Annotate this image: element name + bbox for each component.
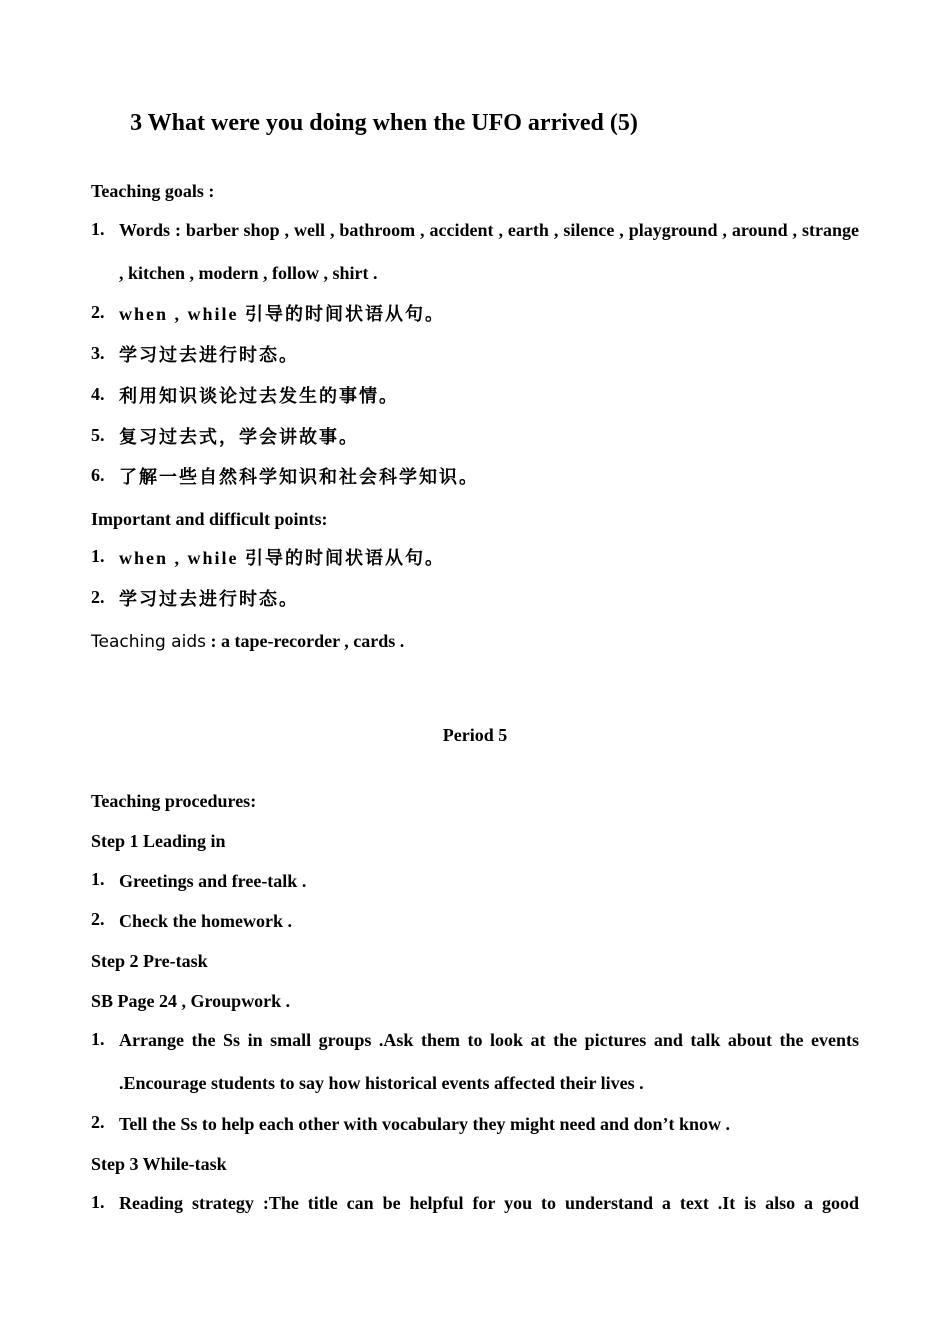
- list-text: 学习过去进行时态。: [119, 345, 299, 365]
- list-text: Arrange the Ss in small groups .Ask them to look at the pictures and talk about the events .Encourage students to say how historical events affected their lives .: [119, 1030, 859, 1093]
- list-text: Words : barber shop , well , bathroom , accident , earth , silence , playground , around , strange , kitchen , modern , follow , shirt .: [119, 220, 859, 283]
- list-number: 6.: [91, 465, 105, 485]
- list-number: 1.: [91, 1192, 105, 1212]
- teaching-aids-label: Teaching aids: [91, 632, 206, 652]
- list-number: 1.: [91, 546, 105, 566]
- step-heading: Step 1 Leading in: [91, 831, 226, 851]
- step-heading: Step 3 While-task: [91, 1154, 227, 1174]
- page-title: 3 What were you doing when the UFO arrived (5): [130, 110, 638, 136]
- list-number: 3.: [91, 343, 105, 363]
- list-number: 2.: [91, 909, 105, 929]
- list-text: Greetings and free-talk .: [119, 871, 307, 891]
- list-number: 4.: [91, 384, 105, 404]
- list-number: 5.: [91, 425, 105, 445]
- list-text: Check the homework .: [119, 911, 292, 931]
- list-number: 2.: [91, 587, 105, 607]
- teaching-goals-heading: Teaching goals :: [91, 181, 215, 201]
- list-text: 利用知识谈论过去发生的事情。: [119, 386, 399, 406]
- list-text: 学习过去进行时态。: [119, 589, 299, 609]
- list-number: 1.: [91, 1029, 105, 1049]
- list-text: 复习过去式，学会讲故事。: [119, 427, 359, 447]
- list-text: Reading strategy :The title can be helpful for you to understand a text .It is also a good: [119, 1193, 859, 1213]
- list-text: Tell the Ss to help each other with vocabulary they might need and don’t know .: [119, 1114, 731, 1134]
- list-text: 了解一些自然科学知识和社会科学知识。: [119, 467, 479, 487]
- list-text: when , while 引导的时间状语从句。: [119, 548, 446, 568]
- teaching-aids-text: : a tape-recorder , cards .: [205, 631, 405, 651]
- sb-page-line: SB Page 24 , Groupwork .: [91, 991, 291, 1011]
- list-number: 2.: [91, 302, 105, 322]
- step-heading: Step 2 Pre-task: [91, 951, 208, 971]
- difficult-points-heading: Important and difficult points:: [91, 509, 328, 529]
- list-number: 1.: [91, 219, 105, 239]
- list-number: 1.: [91, 869, 105, 889]
- period-heading: Period 5: [442, 725, 508, 745]
- list-text: when , while 引导的时间状语从句。: [119, 304, 446, 324]
- teaching-aids: [91, 629, 859, 654]
- teaching-procedures-heading: Teaching procedures:: [91, 791, 257, 811]
- list-number: 2.: [91, 1112, 105, 1132]
